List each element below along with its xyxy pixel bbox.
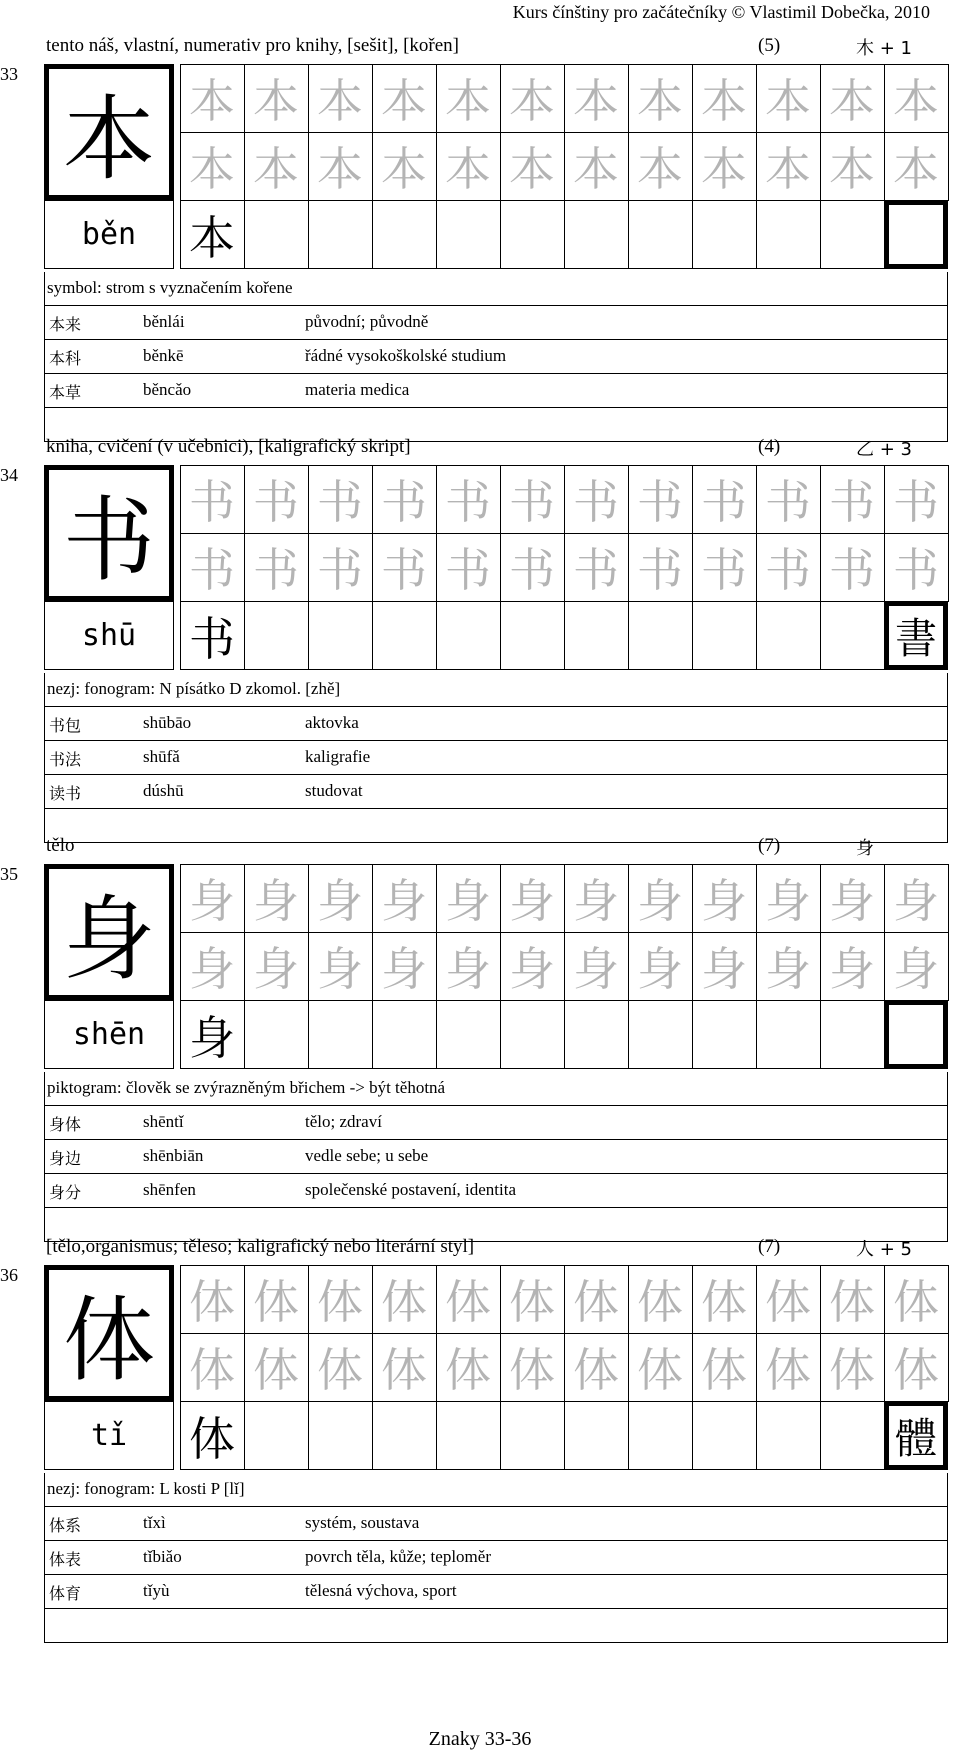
- writing-cell[interactable]: [308, 1401, 373, 1470]
- writing-cell[interactable]: [244, 601, 309, 670]
- vocab-row: [44, 306, 948, 340]
- vocab-row: [44, 1575, 948, 1609]
- writing-cell[interactable]: [500, 1401, 565, 1470]
- writing-cell[interactable]: [564, 601, 629, 670]
- vocab-characters: 体育: [49, 1584, 82, 1603]
- vocab-meaning: materia medica: [305, 380, 410, 399]
- main-character: 体: [62, 1287, 155, 1394]
- practice-grid: [44, 1265, 948, 1473]
- page-header: Kurs čínštiny pro začátečníky © Vlastimil Dobečka, 2010: [512, 2, 930, 22]
- practice-grid: [44, 465, 948, 673]
- trace-character: 体: [765, 1275, 811, 1329]
- entry-meaning: tělo: [46, 835, 75, 856]
- trace-character: 书: [189, 475, 235, 529]
- vocab-characters: 本科: [49, 349, 82, 368]
- trace-character: 本: [637, 142, 683, 196]
- writing-cell[interactable]: [436, 1000, 501, 1069]
- writing-cell[interactable]: [436, 601, 501, 670]
- trace-character: 本: [829, 142, 875, 196]
- vocab-pinyin: tǐbiǎo: [143, 1547, 182, 1566]
- vocab-row: [44, 1140, 948, 1174]
- trace-character: 体: [509, 1343, 555, 1397]
- trace-character: 本: [893, 142, 939, 196]
- etymology-note: nezj: fonogram: L kosti P [lǐ]: [47, 1479, 245, 1498]
- trace-character: 本: [445, 142, 491, 196]
- trace-character: 书: [445, 543, 491, 597]
- trace-character: 书: [381, 543, 427, 597]
- trace-character: 身: [509, 874, 555, 928]
- entry-meaning: tento náš, vlastní, numerativ pro knihy, [sešit], [kořen]: [46, 35, 459, 56]
- pinyin-label: tǐ: [44, 1401, 174, 1470]
- writing-cell[interactable]: [500, 1000, 565, 1069]
- trace-character: 本: [829, 74, 875, 128]
- vocab-row: [44, 1106, 948, 1140]
- vocab-meaning: tělesná výchova, sport: [305, 1581, 457, 1600]
- writing-cell[interactable]: [564, 1000, 629, 1069]
- trace-character: 书: [701, 543, 747, 597]
- main-character-box: [44, 64, 174, 200]
- note-row: [44, 272, 948, 306]
- model-character: 体: [189, 1411, 235, 1466]
- vocab-pinyin: dúshū: [143, 781, 184, 800]
- trace-character: 书: [189, 543, 235, 597]
- writing-cell[interactable]: [244, 200, 309, 269]
- vocab-row: [44, 775, 948, 809]
- entry-number: 36: [0, 1265, 18, 1285]
- writing-cell[interactable]: [372, 1000, 437, 1069]
- stroke-count: (4): [758, 436, 781, 457]
- etymology-note: piktogram: člověk se zvýrazněným břichem -> být těhotná: [47, 1078, 446, 1097]
- vocab-meaning: původní; původně: [305, 312, 429, 331]
- pinyin-label: shēn: [44, 1000, 174, 1069]
- vocab-row: [44, 741, 948, 775]
- trace-character: 体: [317, 1275, 363, 1329]
- trace-character: 体: [893, 1343, 939, 1397]
- trace-character: 本: [253, 74, 299, 128]
- writing-cell[interactable]: [820, 1401, 885, 1470]
- trace-character: 体: [381, 1343, 427, 1397]
- trace-character: 体: [829, 1343, 875, 1397]
- trace-character: 书: [573, 475, 619, 529]
- trace-character: 书: [253, 475, 299, 529]
- stroke-count: (5): [758, 35, 781, 56]
- trace-character: 身: [253, 942, 299, 996]
- vocab-pinyin: běncǎo: [143, 380, 192, 399]
- trace-character: 书: [253, 543, 299, 597]
- trace-character: 书: [445, 475, 491, 529]
- trace-character: 本: [701, 74, 747, 128]
- trace-character: 身: [509, 942, 555, 996]
- trace-character: 本: [253, 142, 299, 196]
- vocab-pinyin: shēnfen: [143, 1180, 196, 1199]
- radical-info: 身: [856, 838, 874, 859]
- trace-character: 身: [765, 874, 811, 928]
- trace-character: 体: [573, 1343, 619, 1397]
- vocab-meaning: studovat: [305, 781, 363, 800]
- vocab-row: [44, 340, 948, 374]
- writing-cell[interactable]: [436, 200, 501, 269]
- writing-cell[interactable]: [820, 601, 885, 670]
- empty-row: [44, 1609, 948, 1643]
- writing-cell[interactable]: [500, 200, 565, 269]
- trace-character: 身: [317, 942, 363, 996]
- trace-character: 体: [829, 1275, 875, 1329]
- radical-info: 人 + 5: [856, 1239, 912, 1260]
- main-character: 书: [62, 487, 155, 594]
- trace-character: 体: [189, 1343, 235, 1397]
- vocab-row: [44, 1541, 948, 1575]
- trace-character: 体: [701, 1275, 747, 1329]
- trace-character: 本: [573, 142, 619, 196]
- traditional-character: [884, 1000, 948, 1069]
- trace-character: 体: [445, 1275, 491, 1329]
- note-row: [44, 673, 948, 707]
- trace-character: 体: [381, 1275, 427, 1329]
- vocab-characters: 书法: [49, 750, 82, 769]
- trace-character: 体: [317, 1343, 363, 1397]
- entry-number: 33: [0, 64, 18, 84]
- writing-cell[interactable]: [692, 200, 757, 269]
- writing-cell[interactable]: [308, 1000, 373, 1069]
- trace-character: 本: [637, 74, 683, 128]
- writing-cell[interactable]: [564, 1401, 629, 1470]
- vocab-pinyin: běnkē: [143, 346, 184, 365]
- traditional-character: 書: [884, 601, 948, 670]
- trace-character: 书: [893, 543, 939, 597]
- vocab-characters: 本来: [49, 315, 82, 334]
- vocab-characters: 本草: [49, 383, 82, 402]
- traditional-character: [884, 200, 948, 269]
- model-character: 本: [189, 210, 235, 265]
- trace-character: 体: [189, 1275, 235, 1329]
- trace-character: 本: [509, 74, 555, 128]
- trace-character: 本: [445, 74, 491, 128]
- vocab-row: [44, 1174, 948, 1208]
- trace-character: 体: [637, 1343, 683, 1397]
- model-character: 身: [189, 1010, 235, 1065]
- trace-character: 书: [509, 475, 555, 529]
- vocab-row: [44, 1507, 948, 1541]
- writing-cell[interactable]: [820, 200, 885, 269]
- trace-character: 书: [829, 543, 875, 597]
- vocab-pinyin: běnlái: [143, 312, 185, 331]
- etymology-note: symbol: strom s vyznačením kořene: [47, 278, 293, 297]
- vocab-pinyin: shūfǎ: [143, 747, 180, 766]
- trace-character: 书: [637, 475, 683, 529]
- trace-character: 本: [189, 74, 235, 128]
- practice-grid: [44, 864, 948, 1072]
- trace-character: 身: [573, 942, 619, 996]
- etymology-note: nezj: fonogram: N písátko D zkomol. [zhě]: [47, 679, 341, 698]
- stroke-count: (7): [758, 835, 781, 856]
- vocab-meaning: povrch těla, kůže; teploměr: [305, 1547, 491, 1566]
- trace-character: 书: [829, 475, 875, 529]
- trace-character: 体: [573, 1275, 619, 1329]
- vocab-meaning: kaligrafie: [305, 747, 371, 766]
- trace-character: 书: [893, 475, 939, 529]
- writing-cell[interactable]: [372, 1401, 437, 1470]
- vocab-characters: 身分: [49, 1183, 82, 1202]
- trace-character: 身: [445, 942, 491, 996]
- page-footer: Znaky 33-36: [428, 1728, 532, 1750]
- trace-character: 身: [445, 874, 491, 928]
- practice-grid: [44, 64, 948, 272]
- writing-cell[interactable]: [308, 200, 373, 269]
- trace-character: 体: [445, 1343, 491, 1397]
- vocab-characters: 身体: [49, 1115, 82, 1134]
- trace-character: 本: [317, 142, 363, 196]
- vocab-pinyin: shēnbiān: [143, 1146, 204, 1165]
- trace-character: 本: [189, 142, 235, 196]
- writing-cell[interactable]: [500, 601, 565, 670]
- trace-character: 身: [637, 874, 683, 928]
- character-entry: [0, 433, 960, 845]
- main-character: 本: [62, 86, 155, 193]
- character-entry: [0, 32, 960, 444]
- writing-cell[interactable]: [628, 1401, 693, 1470]
- trace-character: 身: [701, 874, 747, 928]
- writing-cell[interactable]: [692, 1401, 757, 1470]
- trace-character: 身: [189, 942, 235, 996]
- character-entry: [0, 832, 960, 1244]
- character-entry: [0, 1233, 960, 1645]
- trace-character: 书: [381, 475, 427, 529]
- trace-character: 身: [381, 942, 427, 996]
- trace-character: 书: [637, 543, 683, 597]
- writing-cell[interactable]: [756, 200, 821, 269]
- trace-character: 本: [893, 74, 939, 128]
- trace-character: 本: [381, 142, 427, 196]
- writing-cell[interactable]: [756, 1000, 821, 1069]
- trace-character: 本: [701, 142, 747, 196]
- writing-cell[interactable]: [692, 1000, 757, 1069]
- writing-cell[interactable]: [244, 1000, 309, 1069]
- vocab-pinyin: shēntǐ: [143, 1112, 184, 1131]
- vocab-characters: 体系: [49, 1516, 82, 1535]
- radical-info: 木 + 1: [856, 38, 912, 59]
- writing-cell[interactable]: [628, 601, 693, 670]
- vocab-pinyin: shūbāo: [143, 713, 192, 732]
- trace-character: 体: [637, 1275, 683, 1329]
- entry-number: 35: [0, 864, 18, 884]
- vocab-characters: 读书: [49, 784, 82, 803]
- note-row: [44, 1072, 948, 1106]
- vocab-pinyin: tǐxì: [143, 1513, 166, 1532]
- entry-number: 34: [0, 465, 18, 485]
- vocab-meaning: tělo; zdraví: [305, 1112, 382, 1131]
- trace-character: 体: [765, 1343, 811, 1397]
- trace-character: 书: [765, 543, 811, 597]
- trace-character: 身: [893, 874, 939, 928]
- writing-cell[interactable]: [692, 601, 757, 670]
- trace-character: 书: [765, 475, 811, 529]
- trace-character: 书: [317, 543, 363, 597]
- vocab-meaning: aktovka: [305, 713, 359, 732]
- stroke-count: (7): [758, 1236, 781, 1257]
- trace-character: 身: [381, 874, 427, 928]
- trace-character: 本: [765, 74, 811, 128]
- trace-character: 体: [253, 1275, 299, 1329]
- trace-character: 身: [317, 874, 363, 928]
- trace-character: 体: [509, 1275, 555, 1329]
- trace-character: 身: [637, 942, 683, 996]
- vocab-characters: 体表: [49, 1550, 82, 1569]
- vocab-meaning: systém, soustava: [305, 1513, 420, 1532]
- trace-character: 本: [573, 74, 619, 128]
- writing-cell[interactable]: [436, 1401, 501, 1470]
- trace-character: 本: [509, 142, 555, 196]
- vocab-row: [44, 374, 948, 408]
- main-character-box: [44, 1265, 174, 1401]
- writing-cell[interactable]: [756, 1401, 821, 1470]
- trace-character: 书: [573, 543, 619, 597]
- trace-character: 书: [509, 543, 555, 597]
- note-row: [44, 1473, 948, 1507]
- trace-character: 身: [253, 874, 299, 928]
- pinyin-label: běn: [44, 200, 174, 269]
- vocab-meaning: společenské postavení, identita: [305, 1180, 517, 1199]
- trace-character: 身: [829, 942, 875, 996]
- writing-cell[interactable]: [244, 1401, 309, 1470]
- writing-cell[interactable]: [628, 1000, 693, 1069]
- writing-cell[interactable]: [564, 200, 629, 269]
- writing-cell[interactable]: [372, 200, 437, 269]
- trace-character: 体: [893, 1275, 939, 1329]
- trace-character: 本: [765, 142, 811, 196]
- pinyin-label: shū: [44, 601, 174, 670]
- trace-character: 体: [253, 1343, 299, 1397]
- trace-character: 身: [829, 874, 875, 928]
- writing-cell[interactable]: [628, 200, 693, 269]
- radical-info: 乙 + 3: [856, 439, 912, 460]
- trace-character: 本: [317, 74, 363, 128]
- vocab-pinyin: tǐyù: [143, 1581, 170, 1600]
- vocab-characters: 身边: [49, 1149, 82, 1168]
- entry-meaning: kniha, cvičení (v učebnici), [kaligrafický skript]: [46, 436, 411, 457]
- trace-character: 身: [893, 942, 939, 996]
- traditional-character: 體: [884, 1401, 948, 1470]
- vocab-meaning: řádné vysokoškolské studium: [305, 346, 507, 365]
- trace-character: 身: [573, 874, 619, 928]
- writing-cell[interactable]: [756, 601, 821, 670]
- main-character-box: [44, 864, 174, 1000]
- model-character: 书: [189, 611, 235, 666]
- writing-cell[interactable]: [308, 601, 373, 670]
- trace-character: 身: [765, 942, 811, 996]
- trace-character: 书: [701, 475, 747, 529]
- trace-character: 身: [701, 942, 747, 996]
- trace-character: 身: [189, 874, 235, 928]
- main-character-box: [44, 465, 174, 601]
- trace-character: 本: [381, 74, 427, 128]
- main-character: 身: [62, 886, 155, 993]
- trace-character: 体: [701, 1343, 747, 1397]
- entry-meaning: [tělo,organismus; těleso; kaligrafický nebo literární styl]: [46, 1236, 475, 1257]
- writing-cell[interactable]: [820, 1000, 885, 1069]
- vocab-row: [44, 707, 948, 741]
- vocab-meaning: vedle sebe; u sebe: [305, 1146, 429, 1165]
- vocab-characters: 书包: [49, 716, 82, 735]
- writing-cell[interactable]: [372, 601, 437, 670]
- trace-character: 书: [317, 475, 363, 529]
